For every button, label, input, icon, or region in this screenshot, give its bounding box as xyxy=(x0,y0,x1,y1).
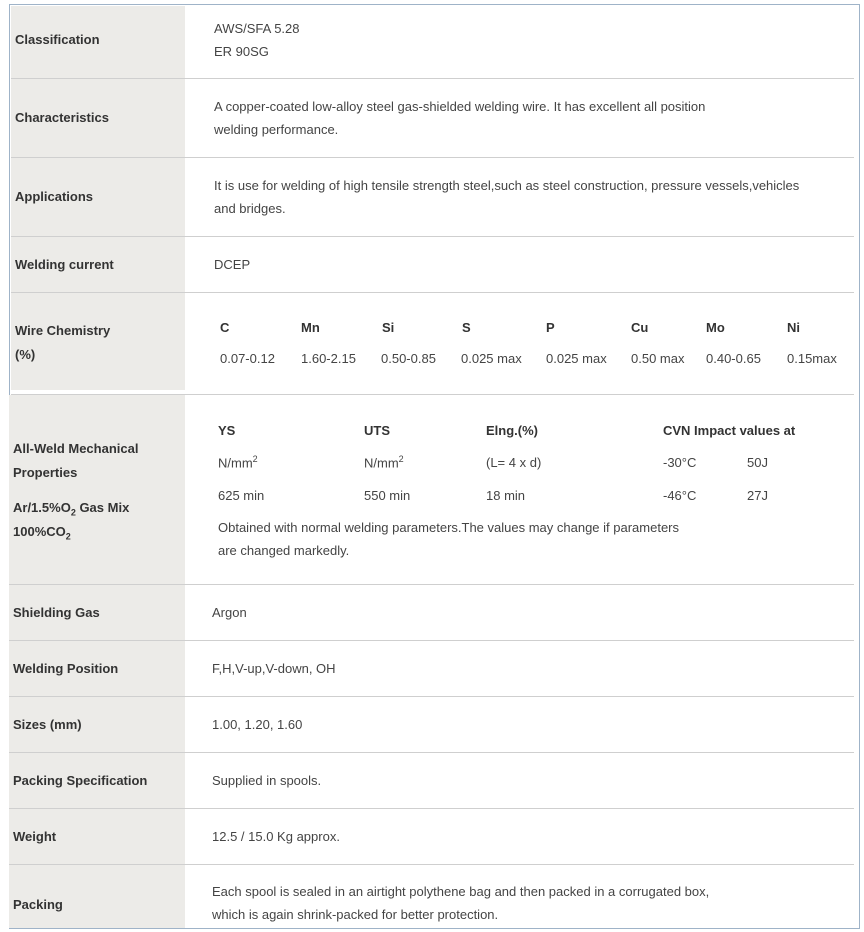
weight-value: 12.5 / 15.0 Kg approx. xyxy=(212,829,340,844)
chemistry-value-s: 0.025 max xyxy=(461,351,522,366)
packing-spec-label: Packing Specification xyxy=(13,773,148,788)
applications-text-line2: and bridges. xyxy=(214,201,286,216)
chemistry-value-si: 0.50-0.85 xyxy=(381,351,436,366)
cvn-temp-2: -46°C xyxy=(663,488,697,503)
characteristics-label: Characteristics xyxy=(15,110,109,125)
table-row xyxy=(9,641,854,697)
welding-position-value: F,H,V-up,V-down, OH xyxy=(212,661,336,676)
row-label-cell xyxy=(9,641,185,696)
chemistry-value-mo: 0.40-0.65 xyxy=(706,351,761,366)
row-label-cell xyxy=(9,753,185,808)
table-row xyxy=(11,6,854,79)
chemistry-element-ni: Ni xyxy=(787,320,800,335)
chemistry-element-p: P xyxy=(546,320,555,335)
welding-current-label: Welding current xyxy=(15,257,114,272)
packing-spec-value: Supplied in spools. xyxy=(212,773,322,788)
elongation-unit: (L= 4 x d) xyxy=(486,455,542,470)
classification-standard: AWS/SFA 5.28 xyxy=(214,21,300,36)
elongation-value: 18 min xyxy=(486,488,526,503)
ys-unit: $N/mm^2$ xyxy=(218,454,258,471)
table-row xyxy=(9,395,854,585)
table-row xyxy=(11,293,854,395)
mechanical-label: All-Weld Mechanical xyxy=(13,441,139,456)
table-row xyxy=(9,753,854,809)
wire-chemistry-label: Wire Chemistry xyxy=(15,323,111,338)
uts-unit: $N/mm^2$ xyxy=(364,454,404,471)
weight-label: Weight xyxy=(13,829,57,844)
cvn-temp-1: -30°C xyxy=(663,455,697,470)
table-row xyxy=(9,809,854,865)
table-row xyxy=(11,237,854,293)
row-label-cell xyxy=(11,79,185,157)
packing-text-line1: Each spool is sealed in an airtight polythene bag and then packed in a corrugated box, xyxy=(212,884,710,899)
wire-chemistry-unit-label: (%) xyxy=(15,347,36,362)
row-label-cell xyxy=(9,697,185,752)
packing-label: Packing xyxy=(13,897,63,912)
gas-mix-label: $Ar/1.5\%O_2$ Gas Mix xyxy=(13,500,130,518)
co2-label: $100\%CO_2$ xyxy=(13,524,71,542)
welding-current-value: DCEP xyxy=(214,257,251,272)
cvn-impact-1: 50J xyxy=(747,455,768,470)
applications-label: Applications xyxy=(15,189,94,204)
chemistry-element-cu: Cu xyxy=(631,320,649,335)
applications-text-line1: It is use for welding of high tensile strength steel,such as steel construction, pressure vessels,vehicles xyxy=(214,178,800,193)
row-label-cell xyxy=(9,865,185,928)
classification-label: Classification xyxy=(15,32,100,47)
chemistry-value-mn: 1.60-2.15 xyxy=(301,351,356,366)
mechanical-note-line2: are changed markedly. xyxy=(218,543,350,558)
chemistry-element-s: S xyxy=(462,320,471,335)
uts-value: 550 min xyxy=(364,488,411,503)
cvn-impact-2: 27J xyxy=(747,488,768,503)
chemistry-element-mn: Mn xyxy=(301,320,320,335)
sizes-value: 1.00, 1.20, 1.60 xyxy=(212,717,303,732)
shielding-gas-value: Argon xyxy=(212,605,247,620)
elongation-header: Elng.(%) xyxy=(486,423,538,438)
chemistry-element-si: Si xyxy=(382,320,395,335)
chemistry-value-c: 0.07-0.12 xyxy=(220,351,275,366)
chemistry-value-cu: 0.50 max xyxy=(631,351,685,366)
chemistry-element-mo: Mo xyxy=(706,320,725,335)
cvn-header: CVN Impact values at xyxy=(663,423,796,438)
row-label-cell xyxy=(11,237,185,292)
table-row xyxy=(9,865,854,928)
characteristics-text-line1: A copper-coated low-alloy steel gas-shielded welding wire. It has excellent all position xyxy=(214,99,706,114)
table-row xyxy=(11,158,854,237)
row-label-cell xyxy=(11,6,185,78)
table-row xyxy=(9,585,854,641)
characteristics-text-line2: welding performance. xyxy=(214,122,339,137)
uts-header: UTS xyxy=(364,423,390,438)
row-label-cell xyxy=(9,585,185,640)
table-row xyxy=(9,697,854,753)
shielding-gas-label: Shielding Gas xyxy=(13,605,100,620)
classification-grade: ER 90SG xyxy=(214,44,269,59)
row-label-cell xyxy=(9,809,185,864)
welding-position-label: Welding Position xyxy=(13,661,119,676)
row-label-cell xyxy=(9,395,185,584)
mechanical-note-line1: Obtained with normal welding parameters.The values may change if parameters xyxy=(218,520,680,535)
sizes-label: Sizes (mm) xyxy=(13,717,82,732)
mechanical-label-properties: Properties xyxy=(13,465,78,480)
chemistry-value-ni: 0.15max xyxy=(787,351,837,366)
chemistry-element-c: C xyxy=(220,320,230,335)
row-label-cell xyxy=(11,158,185,236)
ys-header: YS xyxy=(218,423,236,438)
packing-text-line2: which is again shrink-packed for better protection. xyxy=(212,907,499,922)
table-row xyxy=(11,79,854,158)
ys-value: 625 min xyxy=(218,488,265,503)
chemistry-value-p: 0.025 max xyxy=(546,351,607,366)
row-label-cell xyxy=(11,293,185,390)
